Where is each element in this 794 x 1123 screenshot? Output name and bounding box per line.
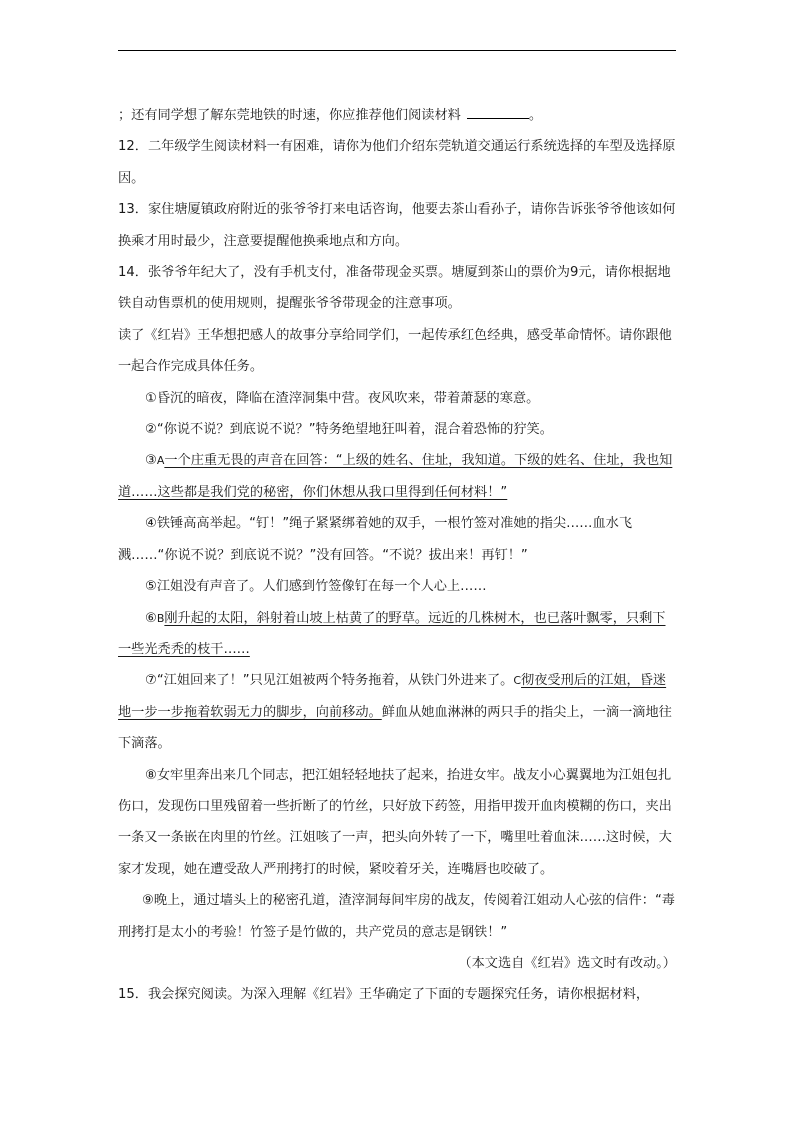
marker-c: C bbox=[513, 674, 522, 688]
marker-a: A bbox=[156, 454, 165, 468]
underlined-passage-a: 一个庄重无畏的声音在回答：“上级的姓名、住址，我知道。下级的姓名、住址，我也知道……这些都是我们党的秘密，你们休想从我口里得到任何材料！” bbox=[118, 453, 673, 500]
underlined-passage-b: 刚升起的太阳，斜射着山坡上枯黄了的野草。远近的几株树木，也已落叶飘零，只剩下一些光秃秃的枝干…… bbox=[118, 610, 666, 657]
paragraph-8: ⑧女牢里奔出来几个同志，把江姐轻轻地扶了起来，抬进女牢。战友小心翼翼地为江姐包扎伤口，发现伤口里残留着一些折断了的竹丝，只好放下药签，用指甲拨开血肉模糊的伤口，夹出一条又一条嵌在肉里的竹丝。江姐咳了一声，把头向外转了一下，嘴里吐着血沫……这时候，大家才发现，她在遭受敌人严刑拷打的时候，紧咬着牙关，连嘴唇也咬破了。 bbox=[118, 767, 672, 877]
reading-intro: 读了《红岩》王华想把感人的故事分享给同学们，一起传承红色经典，感受革命情怀。请你跟他一起合作完成具体任务。 bbox=[118, 327, 672, 375]
header-rule bbox=[118, 50, 676, 51]
question-15: 15．我会探究阅读。为深入理解《红岩》王华确定了下面的专题探究任务，请你根据材料， bbox=[118, 987, 650, 1003]
answer-blank[interactable] bbox=[467, 104, 529, 119]
paragraph-7: ⑦“江姐回来了！”只见江姐被两个特务拖着，从铁门外进来了。C彻夜受刑后的江姐，昏迷地一步一步拖着软弱无力的脚步，向前移动。鲜血从她血淋淋的两只手的指尖上，一滴一滴地往下滴落。 bbox=[118, 673, 672, 752]
paragraph-1: ①昏沉的暗夜，降临在渣滓洞集中营。夜风吹来，带着萧瑟的寒意。 bbox=[145, 390, 540, 406]
marker-b: B bbox=[156, 611, 165, 625]
document-body bbox=[118, 100, 678, 1011]
question-14: 14．张爷爷年纪大了，没有手机支付，准备带现金买票。塘厦到茶山的票价为9元，请你根据地铁自动售票机的使用规则，提醒张爷爷带现金的注意事项。 bbox=[118, 265, 671, 312]
question-12: 12．二年级学生阅读材料一有困难，请你为他们介绍东莞轨道交通运行系统选择的车型及选择原因。 bbox=[118, 139, 676, 186]
question-13: 13．家住塘厦镇政府附近的张爷爷打来电话咨询，他要去茶山看孙子，请你告诉张爷爷他该如何换乘才用时最少，注意要提醒他换乘地点和方向。 bbox=[118, 202, 676, 249]
question-11-tail: ；还有同学想了解东莞地铁的时速，你应推荐他们阅读材料 。 bbox=[118, 100, 678, 131]
paragraph-3: ③A一个庄重无畏的声音在回答：“上级的姓名、住址，我知道。下级的姓名、住址，我也知道……这些都是我们党的秘密，你们休想从我口里得到任何材料！” bbox=[118, 453, 673, 500]
paragraph-9: ⑨晚上，通过墙头上的秘密孔道，渣滓洞每间牢房的战友，传阅着江姐动人心弦的信件：“毒刑拷打是太小的考验！竹签子是竹做的，共产党员的意志是钢铁！” bbox=[118, 893, 675, 940]
paragraph-2: ②“你说不说？到底说不说？”特务绝望地狂叫着，混合着恐怖的狞笑。 bbox=[145, 422, 553, 438]
source-note: （本文选自《红岩》选文时有改动。） bbox=[458, 955, 676, 971]
paragraph-4: ④铁锤高高举起。“钉！”绳子紧紧绑着她的双手，一根竹签对准她的指尖……血水飞溅……“你说不说？到底说不说？”没有回答。“不说？拔出来！再钉！” bbox=[118, 516, 633, 563]
paragraph-5: ⑤江姐没有声音了。人们感到竹签像钉在每一个人心上…… bbox=[145, 579, 487, 595]
underlined-passage-c: 彻夜受刑后的江姐，昏迷地一步一步拖着软弱无力的脚步，向前移动。 bbox=[118, 673, 667, 720]
paragraph-6: ⑥B刚升起的太阳，斜射着山坡上枯黄了的野草。远近的几株树木，也已落叶飘零，只剩下一些光秃秃的枝干…… bbox=[118, 610, 666, 657]
